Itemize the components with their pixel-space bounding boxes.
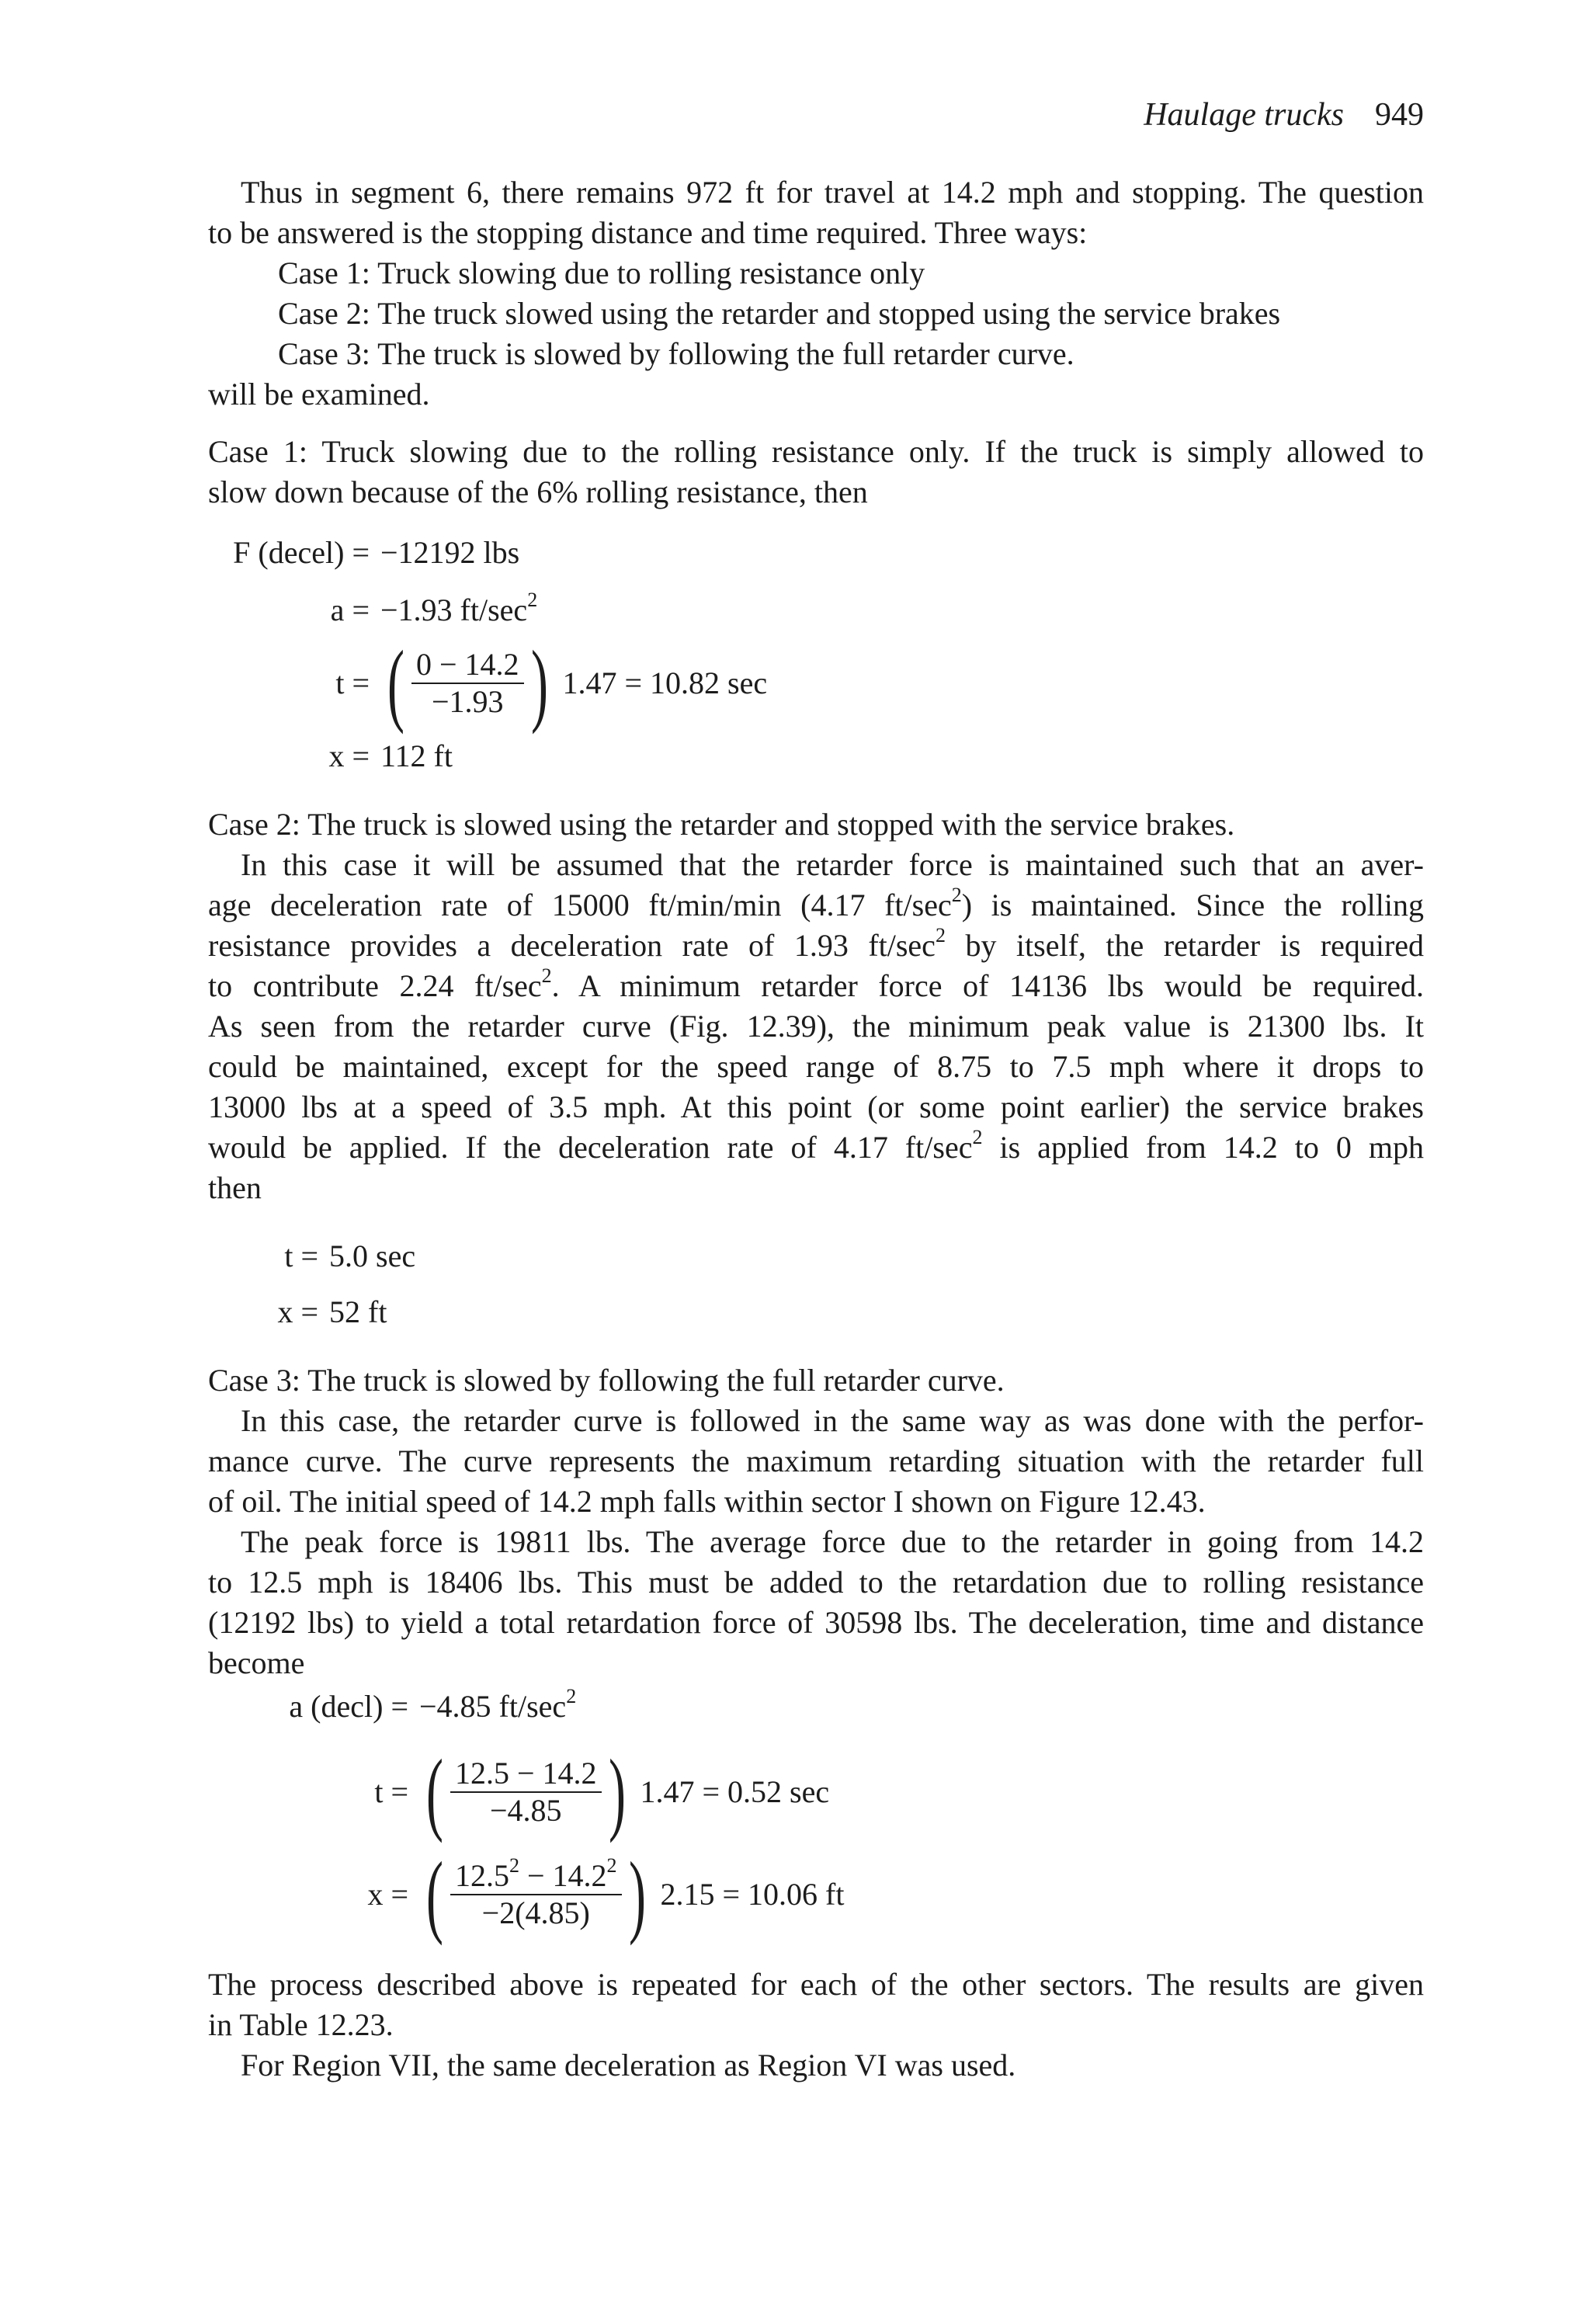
running-title: Haulage trucks xyxy=(1144,97,1344,133)
equals-sign: = xyxy=(352,665,370,700)
case2-line-1: In this case it will be assumed that the retarder force is maintained such that an aver- xyxy=(241,847,1424,882)
equals-sign: = xyxy=(391,1877,408,1912)
running-header xyxy=(1144,92,1424,138)
closing-paragraph xyxy=(208,1964,1424,2086)
eq-t-numerator: 0 − 14.2 xyxy=(411,647,524,684)
case-list-item-1: Case 1: Truck slowing due to rolling resistance only xyxy=(278,255,925,290)
page-number: 949 xyxy=(1375,97,1424,133)
eq3-t-rhs: ( $\frac{12.5 - 14.2}{-4.85}$ ) 1.47 = 0.52 sec xyxy=(425,1740,830,1843)
case2-title: Case 2: The truck is slowed using the retarder and stopped with the service brakes. xyxy=(208,807,1235,842)
case1-paragraph xyxy=(208,432,1424,512)
case2-line-2: age deceleration rate of 15000 ft/min/min (4.17 $ft/\sec^2$) is maintained. Since the rolling xyxy=(208,883,1424,922)
eq-a-rhs: −1.93 $ft/\sec^2$ xyxy=(380,588,538,627)
eq-f-rhs: −12192 lbs xyxy=(380,535,520,570)
case3-p2-line-1: The peak force is 19811 lbs. The average force due to the retarder in going from 14.2 xyxy=(241,1524,1424,1559)
case3-paragraph xyxy=(208,1360,1424,1683)
eq3-x-lhs: x xyxy=(367,1877,384,1912)
eq2-t-rhs: 5.0 sec xyxy=(329,1238,416,1273)
eq3-t-result: 1.47 = 0.52 sec xyxy=(640,1774,830,1809)
eq3-t-lhs: t xyxy=(374,1774,384,1809)
eq3-x-rhs: ( $\frac{12.5^2 - 14.2^2}{-2(4.85)}$ ) 2.15 = 10.06 ft xyxy=(425,1843,845,1946)
eq-a-lhs: a xyxy=(330,592,345,627)
eq-x-lhs: x xyxy=(328,738,345,773)
case2-line-5: As seen from the retarder curve (Fig. 12.39), the minimum peak value is 21300 lbs. It xyxy=(208,1009,1424,1044)
closing-line-3: For Region VII, the same deceleration as Region VI was used. xyxy=(241,2048,1016,2083)
equals-sign: = xyxy=(352,535,370,570)
case2-line-7: 13000 lbs at a speed of 3.5 mph. At this point (or some point earlier) the service brakes xyxy=(208,1089,1424,1124)
eq-t-result: 1.47 = 10.82 sec xyxy=(562,665,768,700)
intro-line-2: to be answered is the stopping distance and time required. Three ways: xyxy=(208,215,1088,250)
case3-p1-line-2: mance curve. The curve represents the maximum retarding situation with the retarder full xyxy=(208,1443,1424,1478)
eq-t-denominator: −1.93 xyxy=(431,684,504,719)
intro-paragraph xyxy=(208,172,1424,415)
eq3-x-numerator: $12.5^2 - 14.2^2$ xyxy=(450,1858,622,1895)
intro-tail: will be examined. xyxy=(208,377,430,412)
eq-f-lhs: F (decel) xyxy=(233,535,345,570)
eq3-a-lhs: a (decl) xyxy=(289,1689,384,1724)
eq-t-rhs: ( $\frac{0 - 14.2}{-1.93}$ ) 1.47 = 10.82 sec xyxy=(387,631,768,735)
equals-sign: = xyxy=(391,1774,408,1809)
eq3-t-numerator: 12.5 − 14.2 xyxy=(450,1756,602,1793)
eq3-x-denominator: −2(4.85) xyxy=(481,1895,590,1930)
eq2-t-lhs: t xyxy=(284,1238,293,1273)
equals-sign: = xyxy=(391,1689,408,1724)
case3-p1-line-3: of oil. The initial speed of 14.2 mph falls within sector I shown on Figure 12.43. xyxy=(208,1484,1206,1519)
case2-line-4: to contribute 2.24 $ft/\sec^2$. A minimum retarder force of 14136 lbs would be required. xyxy=(208,964,1425,1003)
closing-line-1: The process described above is repeated for each of the other sectors. The results are given xyxy=(208,1967,1424,2002)
case3-p2-line-4: become xyxy=(208,1645,305,1680)
case3-p2-line-2: to 12.5 mph is 18406 lbs. This must be added to the retardation due to rolling resistance xyxy=(208,1565,1424,1600)
eq2-x-lhs: x xyxy=(277,1294,293,1329)
intro-line-1: Thus in segment 6, there remains 972 ft for travel at 14.2 mph and stopping. The question xyxy=(241,175,1424,210)
eq2-x-rhs: 52 ft xyxy=(329,1294,387,1329)
eq-t-lhs: t xyxy=(335,665,345,700)
eq3-x-result: 2.15 = 10.06 ft xyxy=(660,1877,845,1912)
equals-sign: = xyxy=(300,1294,318,1329)
case2-line-8: would be applied. If the deceleration rate of 4.17 $ft/\sec^2$ is applied from 14.2 to 0 mph xyxy=(208,1125,1424,1165)
equals-sign: = xyxy=(352,738,370,773)
case3-p2-line-3: (12192 lbs) to yield a total retardation force of 30598 lbs. The deceleration, time and distance xyxy=(208,1605,1424,1640)
case-list-item-2: Case 2: The truck slowed using the retarder and stopped using the service brakes xyxy=(278,296,1281,331)
case2-paragraph xyxy=(208,804,1424,1208)
eq-x-rhs: 112 ft xyxy=(380,738,453,773)
case2-line-6: could be maintained, except for the speed range of 8.75 to 7.5 mph where it drops to xyxy=(208,1049,1424,1084)
case2-line-3: resistance provides a deceleration rate of 1.93 $ft/\sec^2$ by itself, the retarder is required xyxy=(208,923,1425,963)
case1-line-2: slow down because of the 6% rolling resistance, then xyxy=(208,474,868,509)
case3-p1-line-1: In this case, the retarder curve is followed in the same way as was done with the perfor- xyxy=(241,1403,1424,1438)
eq3-a-rhs: −4.85 $ft/\sec^2$ xyxy=(419,1684,577,1724)
case3-title: Case 3: The truck is slowed by following the full retarder curve. xyxy=(208,1363,1005,1398)
case2-line-9: then xyxy=(208,1170,262,1205)
equals-sign: = xyxy=(300,1238,318,1273)
eq3-t-denominator: −4.85 xyxy=(489,1793,562,1828)
case-list-item-3: Case 3: The truck is slowed by following the full retarder curve. xyxy=(278,336,1074,371)
closing-line-2: in Table 12.23. xyxy=(208,2007,394,2042)
case1-line-1: Case 1: Truck slowing due to the rolling resistance only. If the truck is simply allowed to xyxy=(208,434,1424,469)
equals-sign: = xyxy=(352,592,370,627)
